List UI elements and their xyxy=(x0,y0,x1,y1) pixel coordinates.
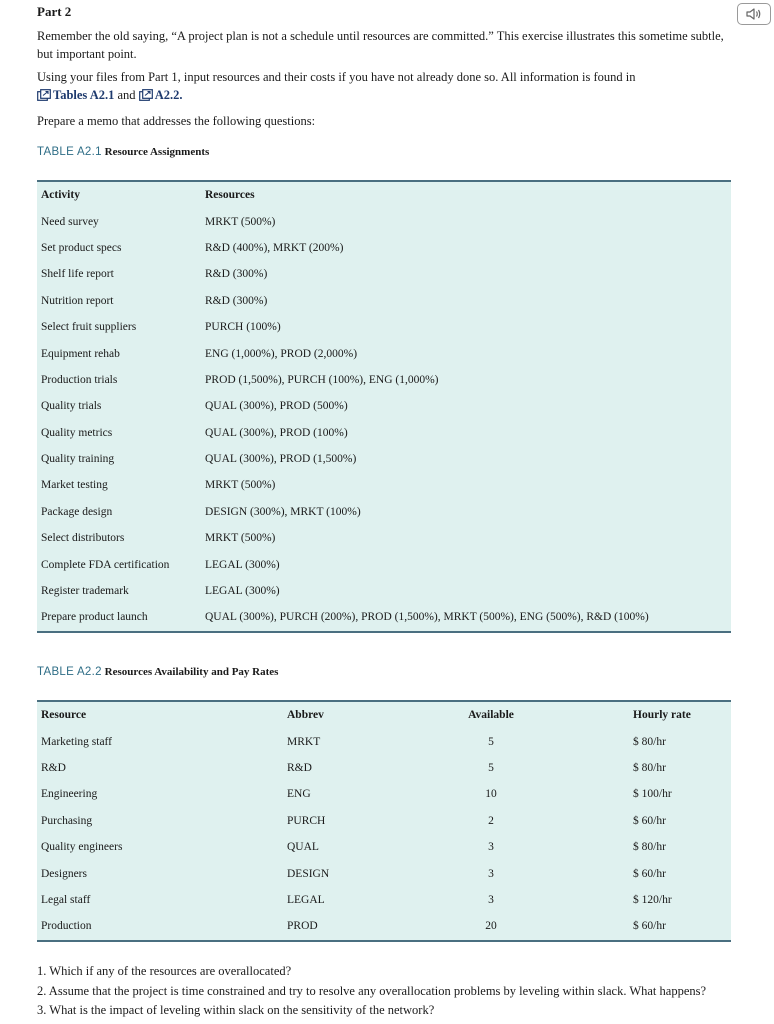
part-title: Part 2 xyxy=(37,4,72,19)
resource-cell: Engineering xyxy=(41,788,98,801)
hourly-rate-cell: $ 80/hr xyxy=(633,841,666,854)
table-row xyxy=(37,913,731,940)
abbrev-cell: QUAL xyxy=(287,841,319,854)
table-a2-2-caption xyxy=(37,666,278,678)
resource-rates-table xyxy=(37,700,731,942)
table-a2-2-number: TABLE A2.2 xyxy=(37,666,102,678)
abbrev-cell: PROD xyxy=(287,920,318,933)
available-cell: 10 xyxy=(485,788,497,801)
resources-cell: LEGAL (300%) xyxy=(205,558,280,571)
activity-cell: Complete FDA certification xyxy=(41,558,170,571)
table-a2-1-number: TABLE A2.1 xyxy=(37,146,102,158)
resource-cell: Quality engineers xyxy=(41,841,123,854)
resource-cell: Legal staff xyxy=(41,893,91,906)
table-row xyxy=(37,551,731,577)
table-a2-1-link[interactable] xyxy=(37,88,114,102)
available-cell: 3 xyxy=(488,841,494,854)
resources-cell: QUAL (300%), PROD (100%) xyxy=(205,426,348,439)
table-row xyxy=(37,235,731,261)
table-row xyxy=(37,393,731,419)
hourly-rate-cell: $ 60/hr xyxy=(633,920,666,933)
activity-cell: Production trials xyxy=(41,373,118,386)
question-item: 3. What is the impact of leveling within slack on the sensitivity of the network? xyxy=(37,1003,435,1017)
table-row xyxy=(37,340,731,366)
activity-cell: Need survey xyxy=(41,215,99,228)
table-popup-icon xyxy=(37,89,51,101)
table-a2-2-title: Resources Availability and Pay Rates xyxy=(104,666,279,678)
abbrev-cell: R&D xyxy=(287,761,312,774)
intro-paragraph-2-text: Using your files from Part 1, input resources and their costs if you have not already done so. All information is found in xyxy=(37,70,636,84)
activity-cell: Nutrition report xyxy=(41,294,114,307)
questions-list xyxy=(37,962,747,1021)
table-row xyxy=(37,367,731,393)
resource-cell: Purchasing xyxy=(41,814,93,827)
abbrev-cell: ENG xyxy=(287,788,311,801)
resource-assignments-body xyxy=(37,208,731,631)
table-row xyxy=(37,808,731,834)
abbrev-cell: MRKT xyxy=(287,735,321,748)
column-header-available: Available xyxy=(468,709,514,722)
resources-cell: MRKT (500%) xyxy=(205,479,276,492)
speaker-icon xyxy=(745,7,763,21)
intro-paragraph-1: Remember the old saying, “A project plan is not a schedule until resources are committed.” This exercise illustrates this sometime subtle, but important point. xyxy=(37,29,724,61)
question-item: 1. Which if any of the resources are overallocated? xyxy=(37,964,292,978)
table-header-row xyxy=(37,701,731,728)
column-header-hourly-rate: Hourly rate xyxy=(633,709,691,722)
table-a2-1-link-label: Tables A2.1 xyxy=(53,88,115,102)
resources-cell: R&D (400%), MRKT (200%) xyxy=(205,241,344,254)
table-row xyxy=(37,834,731,860)
resource-assignments-table xyxy=(37,180,731,633)
resources-cell: DESIGN (300%), MRKT (100%) xyxy=(205,505,361,518)
activity-cell: Equipment rehab xyxy=(41,347,120,360)
table-row xyxy=(37,578,731,604)
table-row xyxy=(37,288,731,314)
hourly-rate-cell: $ 120/hr xyxy=(633,893,672,906)
abbrev-cell: PURCH xyxy=(287,814,326,827)
table-a2-1-caption xyxy=(37,146,209,158)
table-row xyxy=(37,755,731,781)
activity-cell: Prepare product launch xyxy=(41,611,148,624)
column-header-resources: Resources xyxy=(205,189,255,202)
table-row xyxy=(37,261,731,287)
hourly-rate-cell: $ 100/hr xyxy=(633,788,672,801)
activity-cell: Select fruit suppliers xyxy=(41,321,137,334)
resources-cell: LEGAL (300%) xyxy=(205,585,280,598)
available-cell: 20 xyxy=(485,920,497,933)
table-popup-icon xyxy=(139,89,153,101)
activity-cell: Shelf life report xyxy=(41,268,114,281)
resources-cell: QUAL (300%), PROD (1,500%) xyxy=(205,453,357,466)
intro-paragraph-2 xyxy=(37,68,727,104)
activity-cell: Quality metrics xyxy=(41,426,113,439)
abbrev-cell: LEGAL xyxy=(287,893,325,906)
table-row xyxy=(37,420,731,446)
available-cell: 2 xyxy=(488,814,494,827)
resource-cell: Marketing staff xyxy=(41,735,113,748)
column-header-abbrev: Abbrev xyxy=(287,709,324,722)
table-row xyxy=(37,472,731,498)
hourly-rate-cell: $ 60/hr xyxy=(633,814,666,827)
resources-cell: MRKT (500%) xyxy=(205,532,276,545)
resource-cell: Production xyxy=(41,920,92,933)
resources-cell: MRKT (500%) xyxy=(205,215,276,228)
hourly-rate-cell: $ 60/hr xyxy=(633,867,666,880)
activity-cell: Package design xyxy=(41,505,113,518)
table-a2-2-link[interactable] xyxy=(139,88,183,102)
activity-cell: Register trademark xyxy=(41,585,129,598)
available-cell: 5 xyxy=(488,735,494,748)
resources-cell: R&D (300%) xyxy=(205,294,268,307)
table-row xyxy=(37,781,731,807)
resources-cell: R&D (300%) xyxy=(205,268,268,281)
resources-cell: PURCH (100%) xyxy=(205,321,281,334)
column-header-resource: Resource xyxy=(41,709,87,722)
resource-rates-body xyxy=(37,728,731,940)
available-cell: 3 xyxy=(488,893,494,906)
table-a2-2-link-label: A2.2. xyxy=(154,88,183,102)
table-row xyxy=(37,728,731,754)
and-text: and xyxy=(117,88,136,102)
table-row xyxy=(37,208,731,234)
activity-cell: Set product specs xyxy=(41,241,122,254)
resources-cell: PROD (1,500%), PURCH (100%), ENG (1,000%) xyxy=(205,373,439,386)
resources-cell: QUAL (300%), PURCH (200%), PROD (1,500%), MRKT (500%), ENG (500%), R&D (100%) xyxy=(205,611,649,624)
table-row xyxy=(37,604,731,631)
table-row xyxy=(37,446,731,472)
question-item: 2. Assume that the project is time constrained and try to resolve any overallocation problems by leveling within slack. What happens? xyxy=(37,983,707,998)
intro-paragraph-3: Prepare a memo that addresses the following questions: xyxy=(37,114,316,128)
resources-cell: ENG (1,000%), PROD (2,000%) xyxy=(205,347,358,360)
table-row xyxy=(37,499,731,525)
resource-cell: R&D xyxy=(41,761,66,774)
table-header-row xyxy=(37,181,731,208)
column-header-activity: Activity xyxy=(41,189,80,202)
activity-cell: Market testing xyxy=(41,479,108,492)
table-row xyxy=(37,887,731,913)
audio-button[interactable] xyxy=(737,3,771,25)
table-row xyxy=(37,314,731,340)
abbrev-cell: DESIGN xyxy=(287,867,330,880)
resources-cell: QUAL (300%), PROD (500%) xyxy=(205,400,348,413)
available-cell: 5 xyxy=(488,761,494,774)
hourly-rate-cell: $ 80/hr xyxy=(633,735,666,748)
table-a2-1-title: Resource Assignments xyxy=(104,146,210,158)
hourly-rate-cell: $ 80/hr xyxy=(633,761,666,774)
table-row xyxy=(37,525,731,551)
activity-cell: Select distributors xyxy=(41,532,125,545)
activity-cell: Quality trials xyxy=(41,400,102,413)
available-cell: 3 xyxy=(488,867,494,880)
table-row xyxy=(37,860,731,886)
resource-cell: Designers xyxy=(41,867,87,880)
activity-cell: Quality training xyxy=(41,453,115,466)
